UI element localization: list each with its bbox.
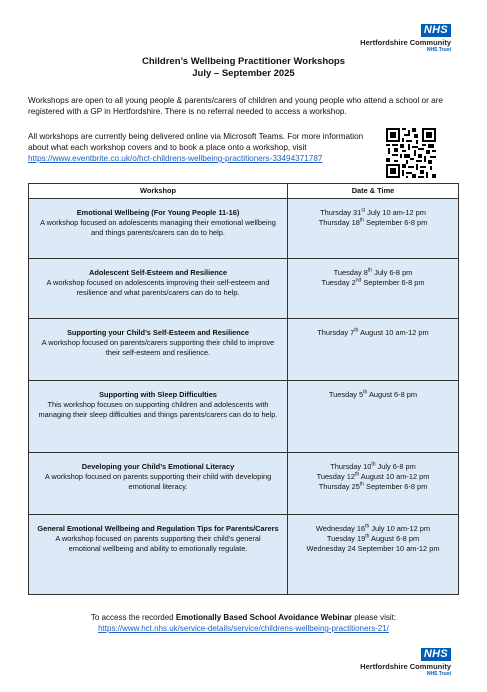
qr-code-icon (386, 128, 436, 178)
date-cell (288, 453, 459, 515)
table-row (29, 259, 459, 319)
header-workshop: Workshop (29, 184, 288, 199)
workshop-table (28, 183, 459, 595)
workshop-cell (29, 381, 288, 453)
workshop-description: A workshop focused on adolescents improving their self-esteem and resilience and what parents/carers can do to help. (46, 278, 270, 297)
workshop-description: A workshop focused on parents supporting their child with developing emotional literacy. (44, 472, 272, 491)
date-line: Tuesday 19th August 6-8 pm (326, 533, 420, 543)
logo-org-name: Hertfordshire Community (360, 38, 451, 47)
title-line-1: Children’s Wellbeing Practitioner Workshops (141, 56, 346, 67)
table-row (29, 381, 459, 453)
workshop-cell (29, 319, 288, 381)
footer-text-pre: To access the recorded (90, 613, 176, 622)
table-row (29, 199, 459, 259)
footer-webinar-name: Emotionally Based School Avoidance Webinar (175, 613, 353, 622)
eventbrite-link[interactable]: https://www.eventbrite.co.uk/o/hct-childrens-wellbeing-practitioners-33494371787 (28, 154, 323, 163)
nhs-badge: NHS (421, 24, 451, 37)
table-row (29, 319, 459, 381)
table-row (29, 515, 459, 595)
header-date-time: Date & Time (288, 184, 459, 199)
workshop-title: General Emotional Wellbeing and Regulation Tips for Parents/Carers (37, 524, 279, 533)
workshop-cell (29, 259, 288, 319)
workshop-title: Supporting your Child’s Self-Esteem and Resilience (66, 328, 250, 337)
title-line-2: July – September 2025 (192, 68, 295, 79)
date-line: Tuesday 12th August 10 am-12 pm (316, 471, 430, 481)
workshop-description: A workshop focused on parents/carers supporting their child to improve their self-esteem and resilience. (41, 338, 275, 357)
workshop-description: This workshop focuses on supporting children and adolescents with managing their sleep difficulties and things parents/carers can do to help. (38, 400, 278, 419)
footer-line (0, 612, 487, 623)
footer-text-post: please visit: (352, 613, 397, 622)
nhs-logo-bottom (360, 644, 451, 677)
nhs-badge: NHS (421, 648, 451, 661)
nhs-logo-top (360, 20, 451, 53)
date-cell (288, 259, 459, 319)
workshop-cell (29, 515, 288, 595)
date-cell (288, 319, 459, 381)
date-cell (288, 199, 459, 259)
date-line: Tuesday 8th July 6-8 pm (333, 267, 413, 277)
date-line: Tuesday 2nd September 6-8 pm (321, 277, 425, 287)
date-line: Wednesday 16th July 10 am-12 pm (315, 523, 431, 533)
intro-paragraph-1: Workshops are open to all young people & parents/carers of children and young people who attend a school or are registered with a GP in Hertfordshire. There is no referral needed to access a workshop. (28, 96, 443, 116)
table-row (29, 453, 459, 515)
date-line: Thursday 7th August 10 am-12 pm (317, 327, 429, 337)
date-cell (288, 381, 459, 453)
table-header-row (29, 184, 459, 199)
logo-org-name: Hertfordshire Community (360, 662, 451, 671)
page-title (0, 56, 487, 80)
workshop-description: A workshop focused on parents supporting their child’s general emotional wellbeing and ability to emotionally regulate. (55, 534, 261, 553)
footer-note (0, 612, 487, 634)
workshop-description: A workshop focused on adolescents managing their emotional wellbeing and things parents/carers can do to help. (40, 218, 276, 237)
workshop-cell (29, 199, 288, 259)
intro-paragraph-2-text: All workshops are currently being delivered online via Microsoft Teams. For more information about what each workshop covers and to book a place onto a workshop, visit (28, 132, 364, 152)
date-line: Wednesday 24 September 10 am-12 pm (306, 544, 440, 553)
intro-paragraph-2 (28, 131, 374, 164)
date-cell (288, 515, 459, 595)
workshop-title: Supporting with Sleep Difficulties (99, 390, 217, 399)
logo-trust-label: NHS Trust (426, 47, 451, 53)
date-line: Thursday 10th July 6-8 pm (330, 461, 416, 471)
logo-trust-label: NHS Trust (426, 671, 451, 677)
workshop-title: Emotional Wellbeing (For Young People 11-16) (76, 208, 240, 217)
date-line: Thursday 18th September 6-8 pm (318, 217, 428, 227)
date-line: Thursday 31st July 10 am-12 pm (320, 207, 426, 217)
workshop-cell (29, 453, 288, 515)
hct-webinar-link[interactable]: https://www.hct.nhs.uk/service-details/service/childrens-wellbeing-practitioners-21/ (98, 624, 389, 633)
workshop-title: Adolescent Self-Esteem and Resilience (88, 268, 227, 277)
date-line: Thursday 25th September 6-8 pm (318, 481, 428, 491)
workshop-title: Developing your Child’s Emotional Literacy (81, 462, 235, 471)
date-line: Tuesday 5th August 6-8 pm (328, 389, 418, 399)
